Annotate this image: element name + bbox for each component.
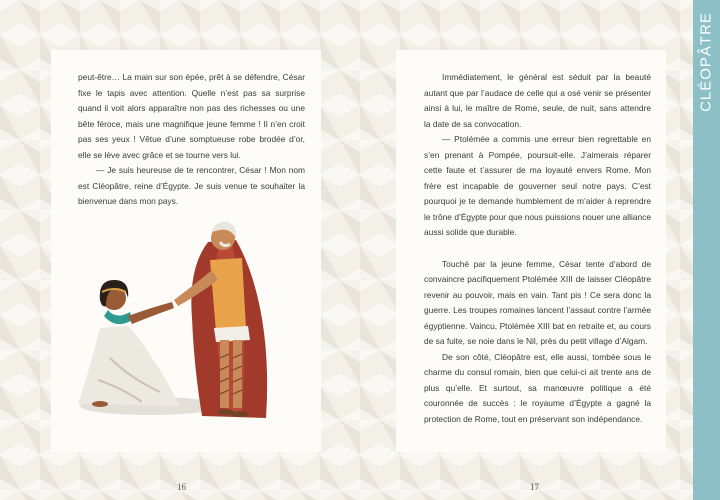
right-page	[396, 50, 666, 452]
paragraph: De son côté, Cléopâtre est, elle aussi, tombée sous le charme du consul romain, bien que celui-ci ait trente ans de plus qu’elle. Et surtout, sa manœuvre politique a été couronnée de succès : le royaume d’Égypte a gagné la protection de Rome, tout en préservant son indépendance.	[424, 351, 651, 424]
paragraph: peut-être… La main sur son épée, prêt à se défendre, César fixe le tapis avec attention. Quelle n’est pas sa surprise quand il voit alors apparaître non pas des richesses ou une bête féroce, mais une magnifique jeune femme ! Il n’en croit pas ses yeux ! Vêtue d’une somptueuse robe brodée d’or, elle se lève avec grâce et se tourne vers lui.	[78, 72, 305, 160]
paragraph: — Ptolémée a commis une erreur bien regrettable en s’en prenant à Pompée, poursuit-elle. J’aimerais réparer cette faute et t’assurer de ma loyauté envers Rome. Mon frère est incapable de gouverner seul notre pays. C’est pourquoi je te demande humblement de m’aider à reprendre le trône d’Égypte pour que nous puissions nouer une alliance aussi solide que durable.	[424, 134, 651, 237]
chapter-title: CLÉOPÂTRE	[697, 12, 715, 112]
cleopatra-caesar-illustration	[70, 208, 300, 430]
paragraph: Touché par la jeune femme, César tente d’abord de convaincre pacifiquement Ptolémée XIII de laisser Cléopâtre revenir au pouvoir, mais en vain. Tant pis ! Ce sera donc la guerre. Les troupes romaines lancent l’assaut contre l’armée égyptienne. Vaincu, Ptolémée XIII bat en retraite et, au cours de sa fuite, se noie dans le Nil, près du petit village d’Algam.	[424, 258, 651, 346]
paragraph: Immédiatement, le général est séduit par la beauté autant que par l’audace de celle qui a osé venir se présenter ainsi à lui, le maître de Rome, seule, de nuit, sans attendre la date de sa convocation.	[424, 72, 651, 129]
paragraph: — Je suis heureuse de te rencontrer, César ! Mon nom est Cléopâtre, reine d’Égypte. Je suis venue te souhaiter la bienvenue dans mon pays.	[78, 165, 305, 206]
right-page-text	[424, 70, 651, 427]
left-page-text	[78, 70, 305, 210]
page-number-left: 16	[177, 482, 186, 492]
chapter-side-tab	[693, 0, 720, 500]
page-number-right: 17	[530, 482, 539, 492]
